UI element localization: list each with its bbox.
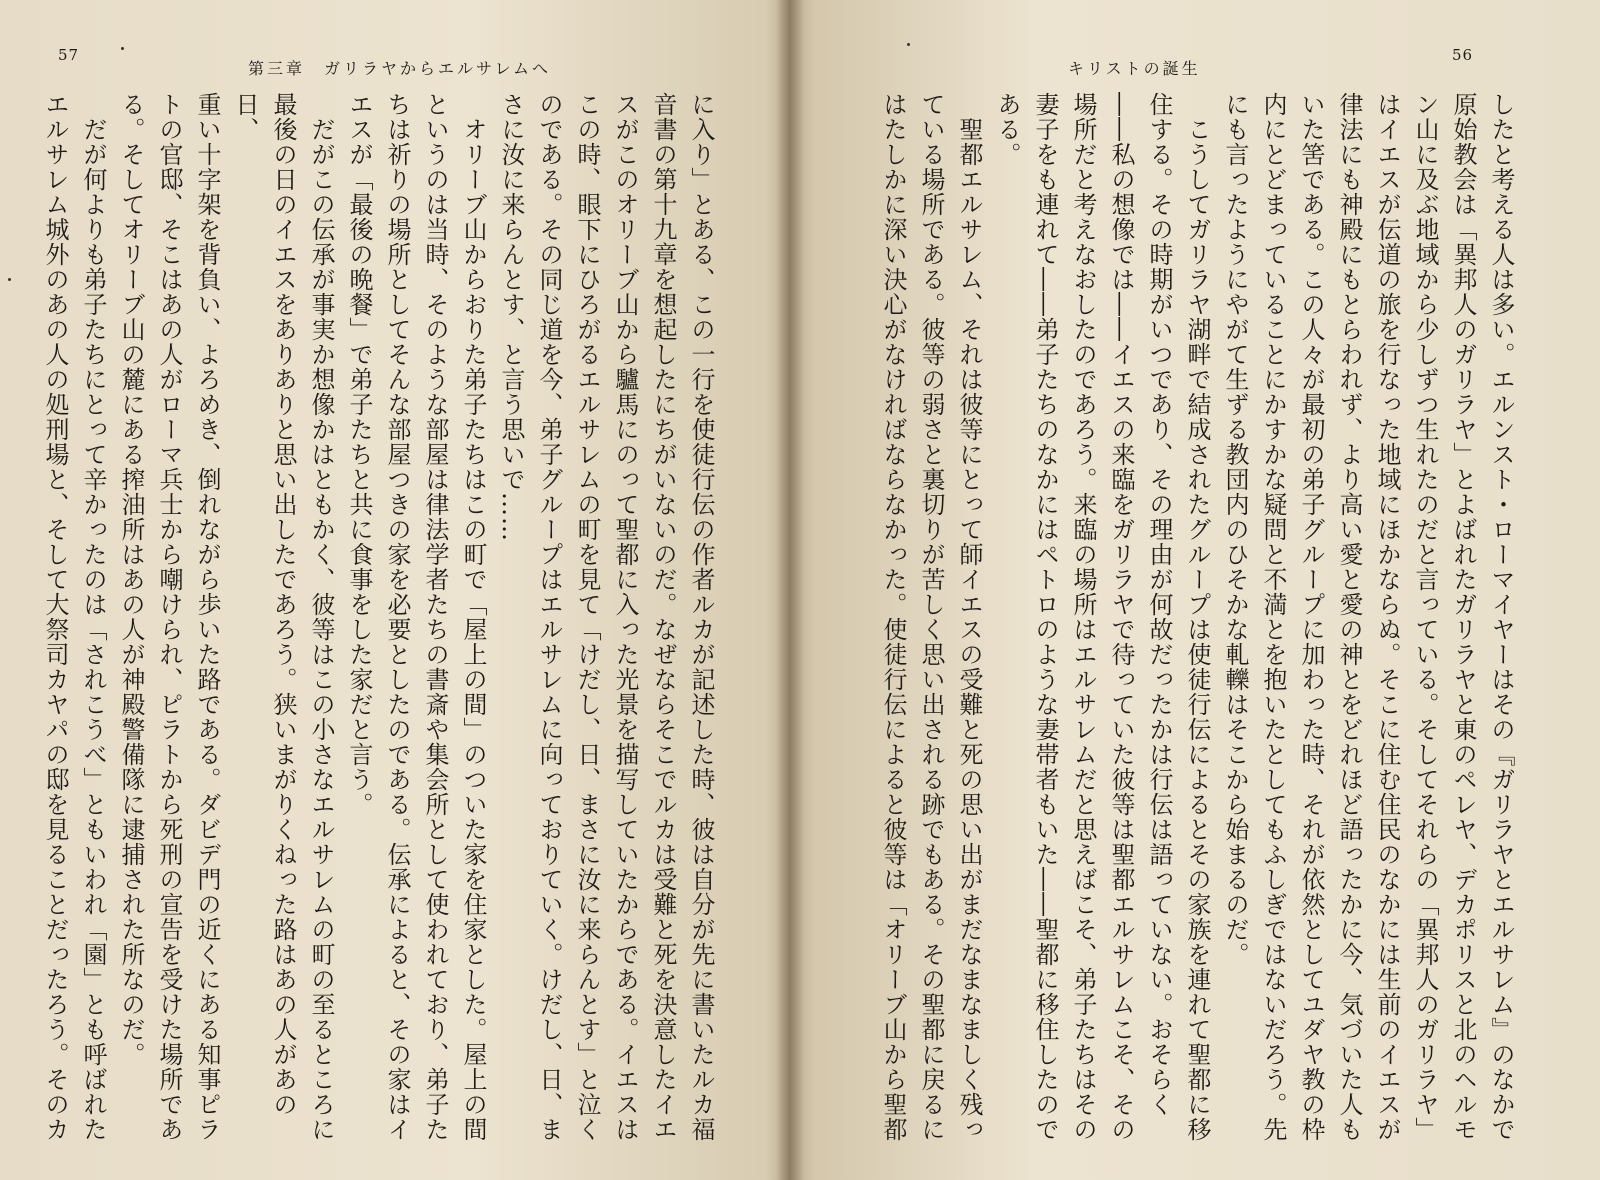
body-text: に入り」とある、この一行を使徒行伝の作者ルカが記述した時、彼は自分が先に書いたルカ福 音書の第十九章を想起したにちがいないのだ。なぜならそこでルカは受難と死を決意したイエ スがこのオリーブ山から驢馬にのって聖都に入った光景を描写していたからである。イエスは この時、眼下にひろがるエルサレムの町を見て「けだし、日、まさに汝に来らんとす」と泣く のである。その同じ道を今、弟子グループはエルサレムに向っておりていく。けだし、日、ま さに汝に来らんとす、と言う思いで…… オリーブ山からおりた弟子たちはこの町で「屋上の間」のついた家を住家とした。屋上の間 というのは当時、そのような部屋は律法学者たちの書斎や集会所として使われており、弟子た ちは祈りの場所としてそんな部屋つきの家を必要としたのである。伝承によると、その家はイ エスが「最後の晩餐」で弟子たちと共に食事をした家だと言う。 だがこの伝承が事実か想像かはともかく、彼等はこの小さなエルサレムの町の至るところに 最後の日のイエスをありありと思い出したであろう。狭いまがりくねった路はあの人があの日、 重い十字架を背負い、よろめき、倒れながら歩いた路である。ダビデ門の近くにある知事ピラ トの官邸、そこはあの人がローマ兵士から嘲けられ、ピラトから死刑の宣告を受けた場所であ る。そしてオリーブ山の麓にある搾油所はあの人が神殿警備隊に逮捕された所なのだ。 だが何よりも弟子たちにとって辛かったのは「されこうべ」ともいわれ「園」とも呼ばれた エルサレム城外のあの人の処刑場と、そして大祭司カヤパの邸を見ることだったろう。そのカ <box>41 92 715 1142</box>
running-head: 第三章 ガリラヤからエルサレムへ <box>248 59 552 78</box>
paper-speck <box>121 47 124 50</box>
page-number: 56 <box>1452 46 1474 64</box>
book-gutter <box>776 0 804 1180</box>
paper-speck <box>907 43 910 46</box>
right-page <box>790 0 1600 1180</box>
page-number: 57 <box>58 46 80 64</box>
running-head: キリストの誕生 <box>1068 59 1201 78</box>
body-text: したと考える人は多い。エルンスト・ローマイヤーはその『ガリラヤとエルサレム』のなかで 原始教会は「異邦人のガリラヤ」とよばれたガリラヤと東のペレヤ、デカポリスと北のヘルモ ン山に及ぶ地域から少しずつ生れたのだと言っている。そしてそれらの「異邦人のガリラヤ」 はイエスが伝道の旅を行なった地域にほかならぬ。そこに住む住民のなかには生前のイエスが 律法にも神殿にもとらわれず、より高い愛と愛の神とをどれほど語ったかに今、気づいた人も いた筈である。この人々が最初の弟子グループに加わった時、それが依然としてユダヤ教の枠 内にとどまっていることにかすかな疑問と不満とを抱いたとしてもふしぎではないだろう。先 にも言ったようにやがて生ずる教団内のひそかな軋轢はそこから始まるのだ。 こうしてガリラヤ湖畔で結成されたグループは使徒行伝によるとその家族を連れて聖都に移 住する。その時期がいつであり、その理由が何故だったかは行伝は語っていない。おそらく ――私の想像では――イエスの来臨をガリラヤで待っていた彼等は聖都エルサレムこそ、その 場所だと考えなおしたのであろう。来臨の場所はエルサレムだと思えばこそ、弟子たちはその 妻子をも連れて――弟子たちのなかにはペトロのような妻帯者もいた――聖都に移住したので ある。 聖都エルサレム、それは彼等にとって師イエスの受難と死の思い出がまだなまなましく残っ ている場所である。彼等の弱さと裏切りが苦しく思い出される跡でもある。その聖都に戻るに はたしかに深い決心がなければならなかった。使徒行伝によると彼等は「オリーブ山から聖都 <box>879 92 1515 1142</box>
paper-speck <box>8 278 11 281</box>
left-page <box>0 0 790 1180</box>
